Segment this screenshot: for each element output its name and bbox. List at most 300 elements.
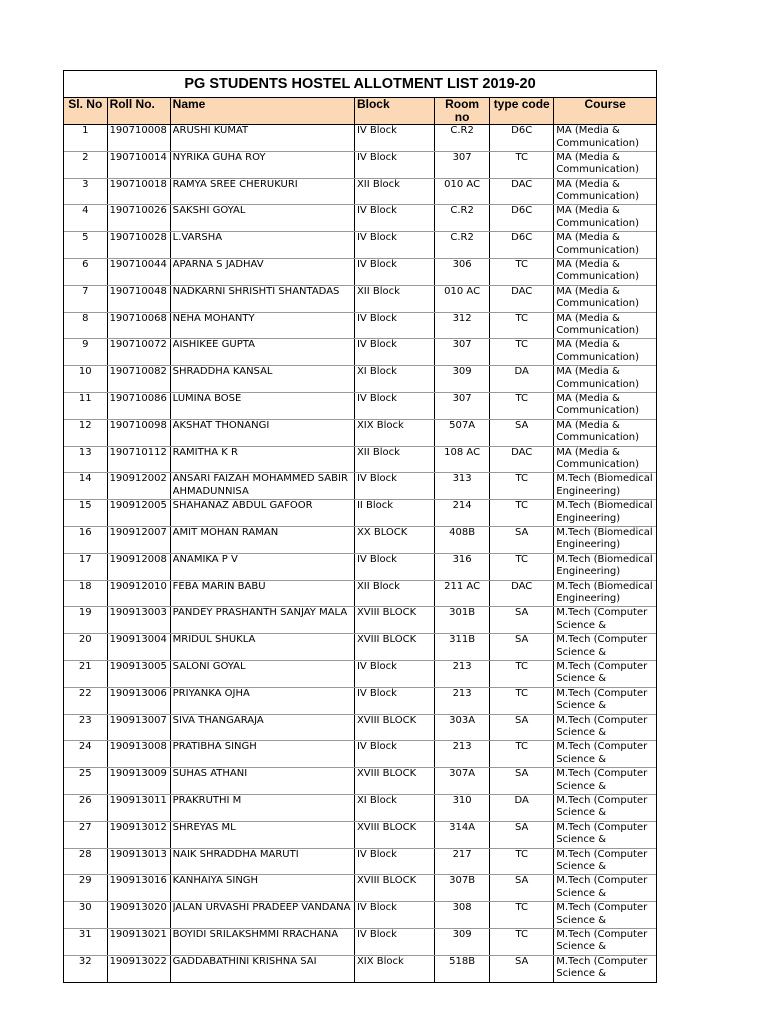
type-code-cell-text: DAC <box>511 178 533 190</box>
roll-no-cell <box>107 285 170 312</box>
room-no-cell <box>435 902 490 929</box>
course-cell <box>554 848 656 875</box>
roll-no-cell-text: 190913013 <box>109 848 167 860</box>
block-cell-text: XI Block <box>356 794 397 806</box>
sl-no-cell <box>64 366 107 393</box>
course-cell-text: M.Tech (Computer Science & <box>556 660 648 685</box>
block-cell-text: IV Block <box>356 660 397 672</box>
course-cell <box>554 178 656 205</box>
sl-no-cell-text: 8 <box>82 312 89 324</box>
roll-no-cell <box>107 446 170 473</box>
sl-no-cell <box>64 928 107 955</box>
name-cell-text: PRATIBHA SINGH <box>172 741 257 753</box>
type-code-cell <box>490 285 554 312</box>
type-code-cell <box>490 366 554 393</box>
name-cell <box>170 232 354 259</box>
sl-no-cell <box>64 285 107 312</box>
table-row <box>64 392 656 419</box>
type-code-cell-text: D6C <box>511 125 533 136</box>
table-row <box>64 285 656 312</box>
name-cell <box>170 902 354 929</box>
roll-no-cell <box>107 848 170 875</box>
block-cell-text: IV Block <box>356 125 397 136</box>
type-code-cell <box>490 526 554 553</box>
block-cell-text: XIX Block <box>356 419 404 431</box>
type-code-cell-text: TC <box>515 312 528 324</box>
table-row <box>64 768 656 795</box>
room-no-cell <box>435 526 490 553</box>
room-no-cell-text: 312 <box>452 312 472 324</box>
course-cell <box>554 768 656 795</box>
room-no-cell <box>435 446 490 473</box>
sl-no-cell-text: 26 <box>78 794 92 806</box>
type-code-cell <box>490 660 554 687</box>
block-cell <box>354 526 434 553</box>
room-no-cell <box>435 366 490 393</box>
room-no-cell <box>435 178 490 205</box>
block-cell <box>354 446 434 473</box>
sl-no-cell-text: 3 <box>82 178 89 190</box>
block-cell-text: IV Block <box>356 473 397 485</box>
roll-no-cell-text: 190912010 <box>109 580 167 592</box>
block-cell-text: XII Block <box>356 580 400 592</box>
course-cell <box>554 821 656 848</box>
roll-no-cell <box>107 634 170 661</box>
block-cell <box>354 821 434 848</box>
table-row <box>64 714 656 741</box>
type-code-cell <box>490 553 554 580</box>
roll-no-cell <box>107 928 170 955</box>
type-code-cell-text: TC <box>515 553 528 565</box>
course-cell-text: MA (Media & Communication) <box>556 392 639 417</box>
course-cell <box>554 446 656 473</box>
room-no-cell <box>435 687 490 714</box>
block-cell <box>354 366 434 393</box>
room-no-cell <box>435 634 490 661</box>
sl-no-cell <box>64 634 107 661</box>
name-cell-text: NADKARNI SHRISHTI SHANTADAS <box>172 285 340 297</box>
course-cell-text: M.Tech (Computer Science & <box>556 928 648 953</box>
type-code-cell <box>490 955 554 981</box>
type-code-cell-text: DA <box>514 366 529 378</box>
name-cell <box>170 794 354 821</box>
name-cell <box>170 392 354 419</box>
course-cell <box>554 902 656 929</box>
roll-no-cell-text: 190710086 <box>109 392 167 404</box>
sl-no-cell <box>64 768 107 795</box>
table-row <box>64 419 656 446</box>
name-cell-text: ANSARI FAIZAH MOHAMMED SABIR AHMADUNNISA <box>172 473 348 497</box>
room-no-cell-text: 010 AC <box>444 285 481 297</box>
sl-no-cell <box>64 580 107 607</box>
course-cell-text: MA (Media & Communication) <box>556 312 639 337</box>
type-code-cell <box>490 928 554 955</box>
sl-no-cell <box>64 687 107 714</box>
name-cell-text: AKSHAT THONANGI <box>172 419 270 431</box>
block-cell <box>354 580 434 607</box>
roll-no-cell <box>107 714 170 741</box>
type-code-cell-text: TC <box>515 473 528 485</box>
block-cell <box>354 125 434 152</box>
roll-no-cell-text: 190913022 <box>109 955 167 967</box>
roll-no-cell <box>107 151 170 178</box>
name-cell <box>170 500 354 527</box>
sl-no-cell <box>64 741 107 768</box>
roll-no-cell-text: 190710048 <box>109 285 167 297</box>
room-no-cell <box>435 232 490 259</box>
roll-no-cell <box>107 741 170 768</box>
sl-no-cell <box>64 553 107 580</box>
course-cell <box>554 687 656 714</box>
roll-no-cell-text: 190710028 <box>109 232 167 244</box>
room-no-cell <box>435 848 490 875</box>
block-cell-text: XVIII BLOCK <box>356 634 417 646</box>
roll-no-cell-text: 190913016 <box>109 875 167 887</box>
room-no-cell <box>435 151 490 178</box>
course-cell-text: M.Tech (Computer Science & <box>556 768 648 792</box>
roll-no-cell-text: 190913007 <box>109 714 167 726</box>
table-row <box>64 446 656 473</box>
course-cell-text: MA (Media & Communication) <box>556 178 639 203</box>
name-cell <box>170 446 354 473</box>
type-code-cell <box>490 902 554 929</box>
table-row <box>64 660 656 687</box>
name-cell <box>170 526 354 553</box>
sl-no-cell-text: 4 <box>82 205 89 217</box>
block-cell-text: IV Block <box>356 205 397 217</box>
roll-no-cell-text: 190710098 <box>109 419 167 431</box>
sl-no-cell-text: 7 <box>82 285 89 297</box>
type-code-cell-text: D6C <box>511 232 533 244</box>
table-row <box>64 205 656 232</box>
block-cell-text: IV Block <box>356 339 397 351</box>
sl-no-cell <box>64 875 107 902</box>
room-no-cell-text: 306 <box>452 258 472 270</box>
type-code-cell <box>490 125 554 152</box>
room-no-cell <box>435 258 490 285</box>
block-cell-text: XVIII BLOCK <box>356 768 417 780</box>
room-no-cell <box>435 794 490 821</box>
course-cell-text: M.Tech (Computer Science & <box>556 607 648 631</box>
roll-no-cell <box>107 955 170 981</box>
type-code-cell-text: D6C <box>511 205 533 217</box>
column-header-block: Block <box>354 98 434 125</box>
name-cell-text: SUHAS ATHANI <box>172 768 248 780</box>
name-cell-text: BOYIDI SRILAKSHMMI RRACHANA <box>172 928 339 940</box>
type-code-cell <box>490 258 554 285</box>
course-cell <box>554 419 656 446</box>
sl-no-cell <box>64 419 107 446</box>
block-cell <box>354 902 434 929</box>
type-code-cell <box>490 580 554 607</box>
sl-no-cell <box>64 125 107 152</box>
course-cell-text: M.Tech (Computer Science & <box>556 875 648 899</box>
roll-no-cell-text: 190913006 <box>109 687 167 699</box>
course-cell-text: MA (Media & Communication) <box>556 446 639 471</box>
table-row <box>64 258 656 285</box>
sl-no-cell <box>64 660 107 687</box>
roll-no-cell <box>107 768 170 795</box>
type-code-cell-text: TC <box>515 928 528 940</box>
roll-no-cell-text: 190913008 <box>109 741 167 753</box>
room-no-cell-text: 307 <box>452 151 472 163</box>
name-cell-text: PRAKRUTHI M <box>172 794 242 806</box>
course-cell <box>554 151 656 178</box>
block-cell <box>354 232 434 259</box>
table-row <box>64 339 656 366</box>
block-cell <box>354 500 434 527</box>
course-cell-text: M.Tech (Computer Science & <box>556 741 648 765</box>
roll-no-cell <box>107 902 170 929</box>
block-cell <box>354 178 434 205</box>
block-cell-text: IV Block <box>356 687 397 699</box>
course-cell <box>554 312 656 339</box>
roll-no-cell <box>107 607 170 634</box>
roll-no-cell <box>107 875 170 902</box>
allotment-sheet <box>63 70 657 983</box>
column-header-roll-no: Roll No. <box>107 98 170 125</box>
room-no-cell-text: 108 AC <box>444 446 481 458</box>
type-code-cell <box>490 741 554 768</box>
sl-no-cell-text: 5 <box>82 232 89 244</box>
course-cell-text: M.Tech (Computer Science & <box>556 794 648 819</box>
course-cell <box>554 205 656 232</box>
roll-no-cell-text: 190913004 <box>109 634 167 646</box>
roll-no-cell-text: 190710014 <box>109 151 167 163</box>
table-row <box>64 473 656 500</box>
name-cell <box>170 419 354 446</box>
course-cell-text: MA (Media & Communication) <box>556 285 639 310</box>
type-code-cell <box>490 446 554 473</box>
sl-no-cell-text: 22 <box>78 687 92 699</box>
block-cell <box>354 660 434 687</box>
name-cell-text: GADDABATHINI KRISHNA SAI <box>172 955 317 967</box>
sl-no-cell-text: 20 <box>78 634 92 646</box>
sl-no-cell <box>64 848 107 875</box>
block-cell-text: XVIII BLOCK <box>356 875 417 887</box>
room-no-cell-text: 408B <box>449 526 476 538</box>
course-cell <box>554 473 656 500</box>
type-code-cell <box>490 794 554 821</box>
roll-no-cell <box>107 178 170 205</box>
room-no-cell <box>435 392 490 419</box>
roll-no-cell <box>107 500 170 527</box>
name-cell <box>170 714 354 741</box>
roll-no-cell-text: 190710082 <box>109 366 167 378</box>
room-no-cell-text: 301B <box>449 607 476 619</box>
name-cell-text: PANDEY PRASHANTH SANJAY MALA <box>172 607 348 619</box>
room-no-cell <box>435 928 490 955</box>
column-header-course: Course <box>554 98 656 125</box>
sl-no-cell-text: 31 <box>78 928 92 940</box>
course-cell-text: MA (Media & Communication) <box>556 366 639 390</box>
block-cell-text: XI Block <box>356 366 397 378</box>
table-row <box>64 607 656 634</box>
table-row <box>64 634 656 661</box>
block-cell-text: IV Block <box>356 553 397 565</box>
table-row <box>64 580 656 607</box>
room-no-cell-text: 309 <box>452 928 472 940</box>
name-cell-text: RAMYA SREE CHERUKURI <box>172 178 298 190</box>
type-code-cell-text: TC <box>515 902 528 914</box>
room-no-cell <box>435 580 490 607</box>
roll-no-cell-text: 190710112 <box>109 446 167 458</box>
name-cell-text: APARNA S JADHAV <box>172 258 264 270</box>
sl-no-cell <box>64 473 107 500</box>
room-no-cell <box>435 312 490 339</box>
type-code-cell-text: SA <box>515 634 529 646</box>
table-row <box>64 928 656 955</box>
allotment-table <box>64 98 656 982</box>
type-code-cell-text: TC <box>515 741 528 753</box>
room-no-cell-text: 214 <box>452 500 472 512</box>
table-row <box>64 125 656 152</box>
course-cell-text: MA (Media & Communication) <box>556 419 639 444</box>
roll-no-cell-text: 190913011 <box>109 794 167 806</box>
room-no-cell-text: 310 <box>452 794 472 806</box>
course-cell <box>554 660 656 687</box>
block-cell-text: II Block <box>356 500 394 512</box>
name-cell <box>170 928 354 955</box>
type-code-cell-text: TC <box>515 687 528 699</box>
name-cell-text: LUMINA BOSE <box>172 392 242 404</box>
sl-no-cell <box>64 151 107 178</box>
roll-no-cell-text: 190710068 <box>109 312 167 324</box>
course-cell <box>554 500 656 527</box>
type-code-cell <box>490 419 554 446</box>
name-cell <box>170 125 354 152</box>
room-no-cell <box>435 741 490 768</box>
course-cell <box>554 741 656 768</box>
course-cell <box>554 875 656 902</box>
course-cell <box>554 607 656 634</box>
type-code-cell <box>490 312 554 339</box>
name-cell <box>170 205 354 232</box>
name-cell-text: JALAN URVASHI PRADEEP VANDANA <box>172 902 351 914</box>
room-no-cell <box>435 955 490 981</box>
block-cell-text: IV Block <box>356 741 397 753</box>
sl-no-cell <box>64 607 107 634</box>
roll-no-cell-text: 190710044 <box>109 258 167 270</box>
block-cell-text: IV Block <box>356 312 397 324</box>
roll-no-cell-text: 190913012 <box>109 821 167 833</box>
name-cell <box>170 339 354 366</box>
name-cell-text: NYRIKA GUHA ROY <box>172 151 266 163</box>
type-code-cell <box>490 392 554 419</box>
type-code-cell-text: TC <box>515 848 528 860</box>
type-code-cell-text: SA <box>515 821 529 833</box>
name-cell-text: NEHA MOHANTY <box>172 312 255 324</box>
course-cell-text: MA (Media & Communication) <box>556 232 639 256</box>
course-cell-text: M.Tech (Computer Science & <box>556 634 648 658</box>
type-code-cell <box>490 232 554 259</box>
block-cell <box>354 419 434 446</box>
block-cell-text: IV Block <box>356 232 397 244</box>
roll-no-cell <box>107 794 170 821</box>
sl-no-cell-text: 13 <box>78 446 92 458</box>
type-code-cell-text: TC <box>515 151 528 163</box>
room-no-cell-text: 316 <box>452 553 472 565</box>
name-cell-text: RAMITHA K R <box>172 446 238 458</box>
block-cell <box>354 768 434 795</box>
column-header-type-code: type code <box>490 98 554 125</box>
sl-no-cell-text: 14 <box>78 473 92 485</box>
block-cell-text: IV Block <box>356 928 397 940</box>
name-cell-text: AMIT MOHAN RAMAN <box>172 526 279 538</box>
block-cell-text: XII Block <box>356 446 400 458</box>
roll-no-cell <box>107 473 170 500</box>
name-cell <box>170 312 354 339</box>
name-cell-text: FEBA MARIN BABU <box>172 580 266 592</box>
type-code-cell-text: DAC <box>511 446 533 458</box>
header-row <box>64 98 656 125</box>
sl-no-cell-text: 30 <box>78 902 92 914</box>
name-cell-text: NAIK SHRADDHA MARUTI <box>172 848 299 860</box>
sl-no-cell-text: 17 <box>78 553 92 565</box>
room-no-cell <box>435 500 490 527</box>
type-code-cell-text: TC <box>515 392 528 404</box>
roll-no-cell-text: 190912005 <box>109 500 167 512</box>
roll-no-cell <box>107 258 170 285</box>
name-cell <box>170 285 354 312</box>
name-cell <box>170 473 354 500</box>
name-cell <box>170 607 354 634</box>
name-cell-text: AISHIKEE GUPTA <box>172 339 255 351</box>
room-no-cell <box>435 205 490 232</box>
sl-no-cell <box>64 446 107 473</box>
type-code-cell <box>490 687 554 714</box>
sl-no-cell <box>64 392 107 419</box>
roll-no-cell-text: 190912007 <box>109 526 167 538</box>
name-cell-text: SALONI GOYAL <box>172 660 246 672</box>
roll-no-cell <box>107 660 170 687</box>
room-no-cell-text: 303A <box>449 714 476 726</box>
table-row <box>64 821 656 848</box>
table-row <box>64 312 656 339</box>
name-cell-text: SAKSHI GOYAL <box>172 205 246 217</box>
page-title: PG STUDENTS HOSTEL ALLOTMENT LIST 2019-20 <box>64 71 656 98</box>
sl-no-cell <box>64 821 107 848</box>
name-cell-text: PRIYANKA OJHA <box>172 687 250 699</box>
room-no-cell <box>435 339 490 366</box>
table-row <box>64 178 656 205</box>
course-cell <box>554 258 656 285</box>
course-cell-text: MA (Media & Communication) <box>556 151 639 176</box>
block-cell-text: XII Block <box>356 178 400 190</box>
room-no-cell <box>435 821 490 848</box>
sl-no-cell <box>64 258 107 285</box>
sl-no-cell <box>64 232 107 259</box>
name-cell <box>170 955 354 981</box>
room-no-cell-text: 309 <box>452 366 472 378</box>
room-no-cell-text: C.R2 <box>450 232 474 244</box>
course-cell-text: M.Tech (Biomedical Engineering) <box>556 580 653 605</box>
roll-no-cell-text: 190912002 <box>109 473 167 485</box>
course-cell-text: M.Tech (Computer Science & <box>556 902 648 926</box>
block-cell <box>354 205 434 232</box>
room-no-cell-text: 518B <box>449 955 476 967</box>
sl-no-cell-text: 28 <box>78 848 92 860</box>
type-code-cell-text: DAC <box>511 580 533 592</box>
block-cell <box>354 687 434 714</box>
name-cell <box>170 580 354 607</box>
roll-no-cell <box>107 419 170 446</box>
type-code-cell <box>490 178 554 205</box>
block-cell <box>354 392 434 419</box>
course-cell <box>554 339 656 366</box>
roll-no-cell <box>107 687 170 714</box>
type-code-cell <box>490 151 554 178</box>
